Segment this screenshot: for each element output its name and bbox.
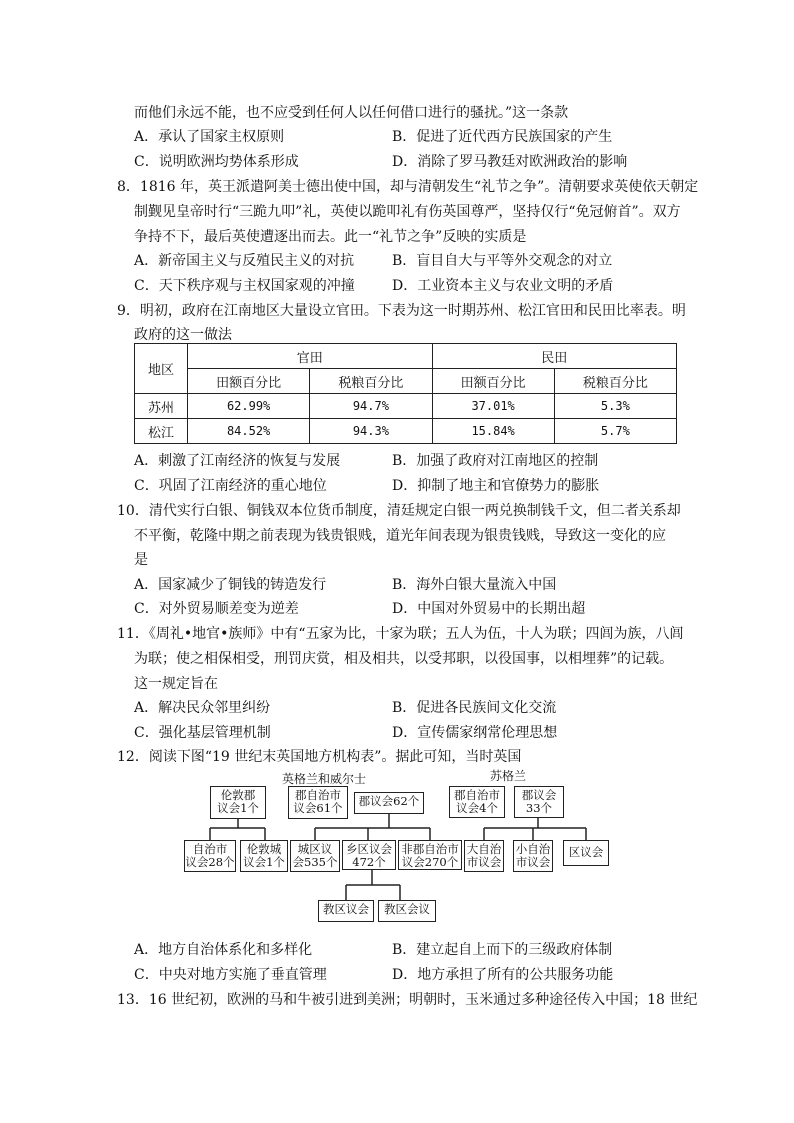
district-council-box: [563, 840, 609, 866]
q11-option-a[interactable]: A．解决民众邻里纠纷: [134, 700, 271, 716]
box-line: 伦敦城: [246, 842, 282, 856]
table-subheader-private-tax-pct: 税粮百分比: [554, 369, 676, 394]
q9-option-d[interactable]: D．抑制了地主和官僚势力的膨胀: [392, 478, 600, 494]
q10-option-d[interactable]: D．中国对外贸易中的长期出超: [392, 601, 586, 617]
box-line: 议会4个: [456, 801, 498, 815]
box-line: 郡议会: [521, 788, 557, 802]
box-line: 议会1个: [243, 855, 285, 869]
england-wales-label: 英格兰和威尔士: [282, 772, 367, 786]
box-line: 市议会: [515, 855, 551, 869]
box-line: 区议会: [568, 845, 604, 859]
q10-option-b[interactable]: B．海外白银大量流入中国: [392, 577, 557, 593]
q11-option-d[interactable]: D．宣传儒家纲常伦理思想: [392, 725, 558, 741]
q10-option-a[interactable]: A．国家减少了铜钱的铸造发行: [134, 577, 327, 593]
parish-meeting-box: [378, 900, 436, 922]
table-cell: 94.7%: [310, 394, 432, 419]
london-city-council-box: [240, 840, 288, 872]
box-line: 议会270个: [401, 855, 459, 869]
box-line: 郡自治市: [295, 788, 341, 802]
table-header-region: 地区: [135, 344, 188, 394]
box-line: 乡区议会: [346, 842, 392, 856]
q9-option-a[interactable]: A．刺激了江南经济的恢复与发展: [134, 453, 341, 469]
q8-option-c[interactable]: C．天下秩序观与主权国家观的冲撞: [134, 278, 355, 294]
rural-district-council-box: [342, 840, 396, 870]
table-cell: 84.52%: [188, 419, 310, 444]
q12-option-b[interactable]: B．建立起自上而下的三级政府体制: [392, 942, 613, 958]
box-line: 教区议会: [323, 902, 369, 916]
q11-stem-line2: 为联；使之相保相受，刑罚庆赏，相及相共，以受邦职，以役国事，以相埋葬”的记载。: [134, 651, 674, 667]
q9-option-b[interactable]: B．加强了政府对江南地区的控制: [392, 453, 599, 469]
box-line: 议会61个: [293, 801, 343, 815]
non-county-borough-council-box: [398, 840, 462, 870]
box-line: 城区议: [297, 842, 333, 856]
large-burgh-council-box: [464, 840, 504, 872]
q8-option-b[interactable]: B．盲目自大与平等外交观念的对立: [392, 253, 613, 269]
q12-option-c[interactable]: C．中央对地方实施了垂直管理: [134, 967, 327, 983]
q7-option-a[interactable]: A．承认了国家主权原则: [134, 129, 285, 145]
q10-stem-line3: 是: [134, 552, 148, 568]
parish-council-box: [318, 900, 374, 922]
county-council-box: [354, 792, 424, 814]
q7-option-b[interactable]: B．促进了近代西方民族国家的产生: [392, 129, 613, 145]
table-cell: 5.3%: [554, 394, 676, 419]
scotland-label: 苏格兰: [490, 769, 527, 783]
box-line: 议会1个: [217, 801, 259, 815]
london-county-council-box: [210, 786, 266, 819]
box-line: 教区会议: [384, 902, 430, 916]
box-line: 33个: [525, 801, 553, 815]
box-line: 伦敦郡: [220, 788, 256, 802]
box-line: 大自治: [466, 842, 502, 856]
table-header-private-land: 民田: [432, 344, 677, 369]
table-cell: 62.99%: [188, 394, 310, 419]
q10-option-c[interactable]: C．对外贸易顺差变为逆差: [134, 601, 299, 617]
q12-stem-line1: 12．阅读下图“19 世纪末英国地方机构表”。据此可知，当时英国: [117, 749, 522, 765]
table-cell-region: 苏州: [135, 394, 188, 419]
box-line: 小自治: [515, 842, 551, 856]
table-cell: 94.3%: [310, 419, 432, 444]
q11-stem-line3: 这一规定旨在: [134, 676, 218, 692]
scotland-county-borough-box: [449, 786, 505, 818]
box-line: 自治市: [192, 842, 228, 856]
box-line: 市议会: [466, 855, 502, 869]
q8-stem-line3: 争持不下，最后英使遭逐出而去。此一“礼节之争”反映的实质是: [134, 229, 527, 245]
q7-option-c[interactable]: C．说明欧洲均势体系形成: [134, 154, 299, 170]
q10-stem-line1: 10．清代实行白银、铜钱双本位货币制度，清廷规定白银一两兑换制钱千文，但二者关系却: [117, 503, 681, 519]
q8-option-d[interactable]: D．工业资本主义与农业文明的矛盾: [392, 278, 614, 294]
table-cell: 15.84%: [432, 419, 554, 444]
q10-stem-line2: 不平衡，乾隆中期之前表现为钱贵银贱，道光年间表现为银贵钱贱，导致这一变化的应: [134, 528, 666, 544]
box-line: 472个: [352, 855, 386, 869]
box-line: 非郡自治市: [401, 842, 459, 856]
box-line: 议会28个: [185, 855, 235, 869]
q8-stem-line1: 8．1816 年，英王派遣阿美士德出使中国，却与清朝发生“礼节之争”。清朝要求英使依天朝定: [117, 179, 699, 195]
table-header-official-land: 官田: [188, 344, 433, 369]
table-subheader-official-tax-pct: 税粮百分比: [310, 369, 432, 394]
q8-stem-line2: 制觐见皇帝时行“三跪九叩”礼，英使以跪叩礼有伤英国尊严，坚持仅行“免冠俯首”。双方: [134, 204, 681, 220]
q7-stem-tail: 而他们永远不能，也不应受到任何人以任何借口进行的骚扰。”这一条款: [134, 105, 569, 121]
q13-stem-line1: 13．16 世纪初，欧洲的马和牛被引进到美洲；明朝时，玉米通过多种途径传入中国；18 世纪: [117, 992, 698, 1008]
q12-option-d[interactable]: D．地方承担了所有的公共服务功能: [392, 967, 614, 983]
table-subheader-official-land-pct: 田额百分比: [188, 369, 310, 394]
q9-stem-line1: 9．明初，政府在江南地区大量设立官田。下表为这一时期苏州、松江官田和民田比率表。明: [117, 303, 686, 319]
q11-option-b[interactable]: B．促进各民族间文化交流: [392, 700, 557, 716]
q9-option-c[interactable]: C．巩固了江南经济的重心地位: [134, 478, 327, 494]
small-burgh-council-box: [513, 840, 553, 872]
municipal-borough-council-box: [184, 840, 236, 872]
q11-option-c[interactable]: C．强化基层管理机制: [134, 725, 271, 741]
box-line: 郡自治市: [454, 788, 500, 802]
table-cell-region: 松江: [135, 419, 188, 444]
table-cell: 5.7%: [554, 419, 676, 444]
scotland-county-council-box: [514, 786, 564, 818]
q8-option-a[interactable]: A．新帝国主义与反殖民主义的对抗: [134, 253, 355, 269]
box-line: 郡议会62个: [358, 794, 420, 808]
table-subheader-private-land-pct: 田额百分比: [432, 369, 554, 394]
q7-option-d[interactable]: D．消除了罗马教廷对欧洲政治的影响: [392, 154, 628, 170]
box-line: 会535个: [292, 855, 338, 869]
table-cell: 37.01%: [432, 394, 554, 419]
q12-option-a[interactable]: A．地方自治体系化和多样化: [134, 942, 313, 958]
q11-stem-line1: 11．《周礼•地官•族师》中有“五家为比，十家为联；五人为伍，十人为联；四闾为族，八闾: [117, 626, 684, 642]
urban-district-council-box: [290, 840, 340, 872]
q9-stem-line2: 政府的这一做法: [134, 327, 232, 343]
county-borough-council-box: [288, 786, 348, 819]
